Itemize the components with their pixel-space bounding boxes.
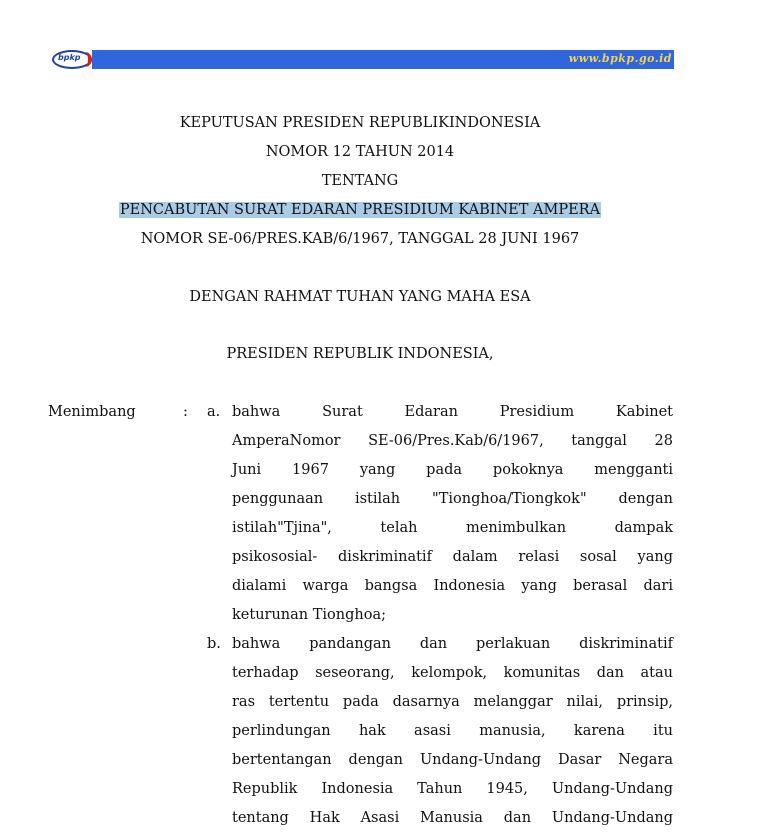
text-line: terhadap seseorang, kelompok, komunitas dan atau: [232, 665, 673, 681]
decree-subject-wrap: [0, 202, 720, 218]
text-line: ras tertentu pada dasarnya melanggar nilai, prinsip,: [232, 694, 673, 710]
grace-phrase: DENGAN RAHMAT TUHAN YANG MAHA ESA: [189, 289, 531, 305]
decree-reference: NOMOR SE-06/PRES.KAB/6/1967, TANGGAL 28 JUNI 1967: [140, 231, 580, 247]
text-line: bertentangan dengan Undang-Undang Dasar Negara: [232, 752, 673, 768]
president-heading: PRESIDEN REPUBLIK INDONESIA,: [226, 346, 494, 362]
text-line: Republik Indonesia Tahun 1945, Undang-Undang: [232, 781, 673, 797]
decree-about: TENTANG: [321, 173, 399, 189]
site-url[interactable]: www.bpkp.go.id: [568, 52, 672, 65]
considering-label: Menimbang: [48, 404, 136, 420]
item-a-marker: a.: [207, 404, 221, 420]
item-b-marker: b.: [207, 636, 221, 652]
bpkp-logo-text: bpkp: [58, 53, 81, 62]
text-line: bahwa Surat Edaran Presidium Kabinet: [232, 404, 673, 420]
item-a-text: [232, 398, 673, 630]
logo-swoosh-icon: [78, 52, 92, 67]
text-line: istilah"Tjina", telah menimbulkan dampak: [232, 520, 673, 536]
text-line: perlindungan hak asasi manusia, karena itu: [232, 723, 673, 739]
text-line: bahwa pandangan dan perlakuan diskriminatif: [232, 636, 673, 652]
text-line: dialami warga bangsa Indonesia yang berasal dari: [232, 578, 673, 594]
text-line: AmperaNomor SE-06/Pres.Kab/6/1967, tanggal 28: [232, 433, 673, 449]
text-line: psikososial- diskriminatif dalam relasi sosal yang: [232, 549, 673, 565]
item-b-text: [232, 630, 673, 833]
decree-subject[interactable]: PENCABUTAN SURAT EDARAN PRESIDIUM KABINET AMPERA: [119, 202, 601, 218]
text-line: penggunaan istilah "Tionghoa/Tiongkok" dengan: [232, 491, 673, 507]
considering-colon: :: [183, 404, 188, 420]
decree-number: NOMOR 12 TAHUN 2014: [265, 144, 455, 160]
text-line: Juni 1967 yang pada pokoknya mengganti: [232, 462, 673, 478]
decree-title: KEPUTUSAN PRESIDEN REPUBLIKINDONESIA: [179, 115, 541, 131]
text-line: tentang Hak Asasi Manusia dan Undang-Undang: [232, 810, 673, 826]
text-line: keturunan Tionghoa;: [232, 607, 386, 623]
